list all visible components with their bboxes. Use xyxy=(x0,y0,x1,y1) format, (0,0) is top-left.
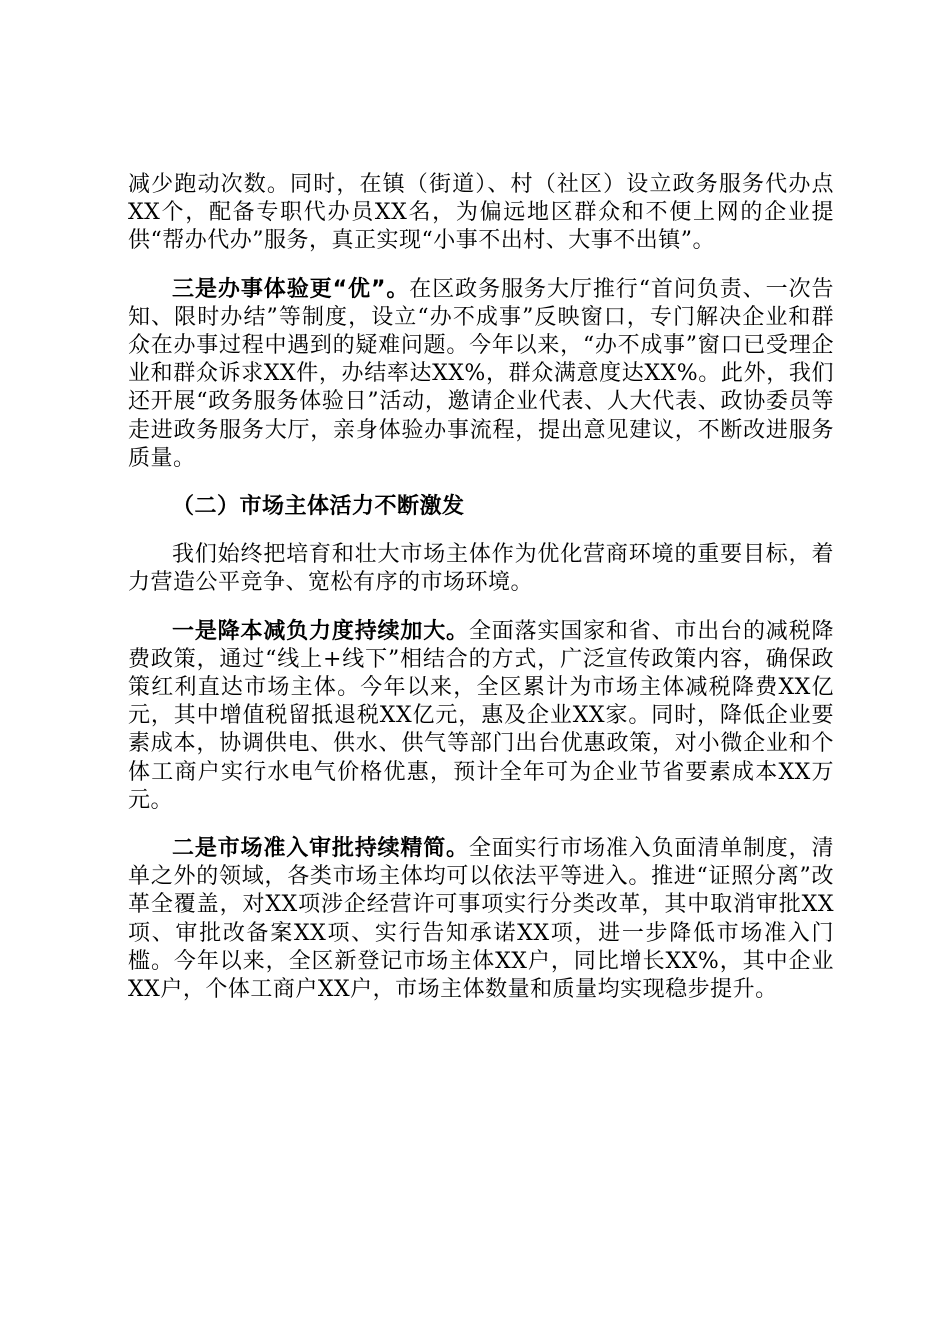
paragraph-continuation: 减少跑动次数。同时，在镇（街道）、村（社区）设立政务服务代办点XX个，配备专职代办员XX名，为偏远地区群众和不便上网的企业提供“帮办代办”服务，真正实现“小事不出村、大事不出镇”。 xyxy=(128,172,834,254)
paragraph-lead: 二是市场准入审批持续精简。 xyxy=(172,836,469,862)
paragraph-cost-reduction xyxy=(128,618,834,815)
section-heading: （二）市场主体活力不断激发 xyxy=(172,494,465,520)
paragraph-market-access xyxy=(128,835,834,1004)
document-page xyxy=(128,171,834,1024)
paragraph-intro: 我们始终把培育和壮大市场主体作为优化营商环境的重要目标，着力营造公平竞争、宽松有序的市场环境。 xyxy=(128,542,834,596)
paragraph-body: 在区政务服务大厅推行“首问负责、一次告知、限时办结”等制度，设立“办不成事”反映窗口，专门解决企业和群众在办事过程中遇到的疑难问题。今年以来，“办不成事”窗口已受理企业和群众诉求XX件，办结率达XX%，群众满意度达XX%。此外，我们还开展“政务服务体验日”活动，邀请企业代表、人大代表、政协委员等走进政务服务大厅，亲身体验办事流程，提出意见建议，不断改进服务质量。 xyxy=(128,276,835,471)
paragraph-body: 全面落实国家和省、市出台的减税降费政策，通过“线上+线下”相结合的方式，广泛宣传政策内容，确保政策红利直达市场主体。今年以来，全区累计为市场主体减税降费XX亿元，其中增值税留抵退税XX亿元，惠及企业XX家。同时，降低企业要素成本，协调供电、供水、供气等部门出台优惠政策，对小微企业和个体工商户实行水电气价格优惠，预计全年可为企业节省要素成本XX万元。 xyxy=(128,618,834,813)
paragraph-body: 全面实行市场准入负面清单制度，清单之外的领域，各类市场主体均可以依法平等进入。推进“证照分离”改革全覆盖，对XX项涉企经营许可事项实行分类改革，其中取消审批XX项、审批改备案XX项、实行告知承诺XX项，进一步降低市场准入门槛。今年以来，全区新登记市场主体XX户，同比增长XX%，其中企业XX户，个体工商户XX户，市场主体数量和质量均实现稳步提升。 xyxy=(128,836,834,1003)
paragraph-experience xyxy=(128,276,834,473)
paragraph-lead: 三是办事体验更“优”。 xyxy=(172,276,410,302)
paragraph-lead: 一是降本减负力度持续加大。 xyxy=(172,618,469,644)
